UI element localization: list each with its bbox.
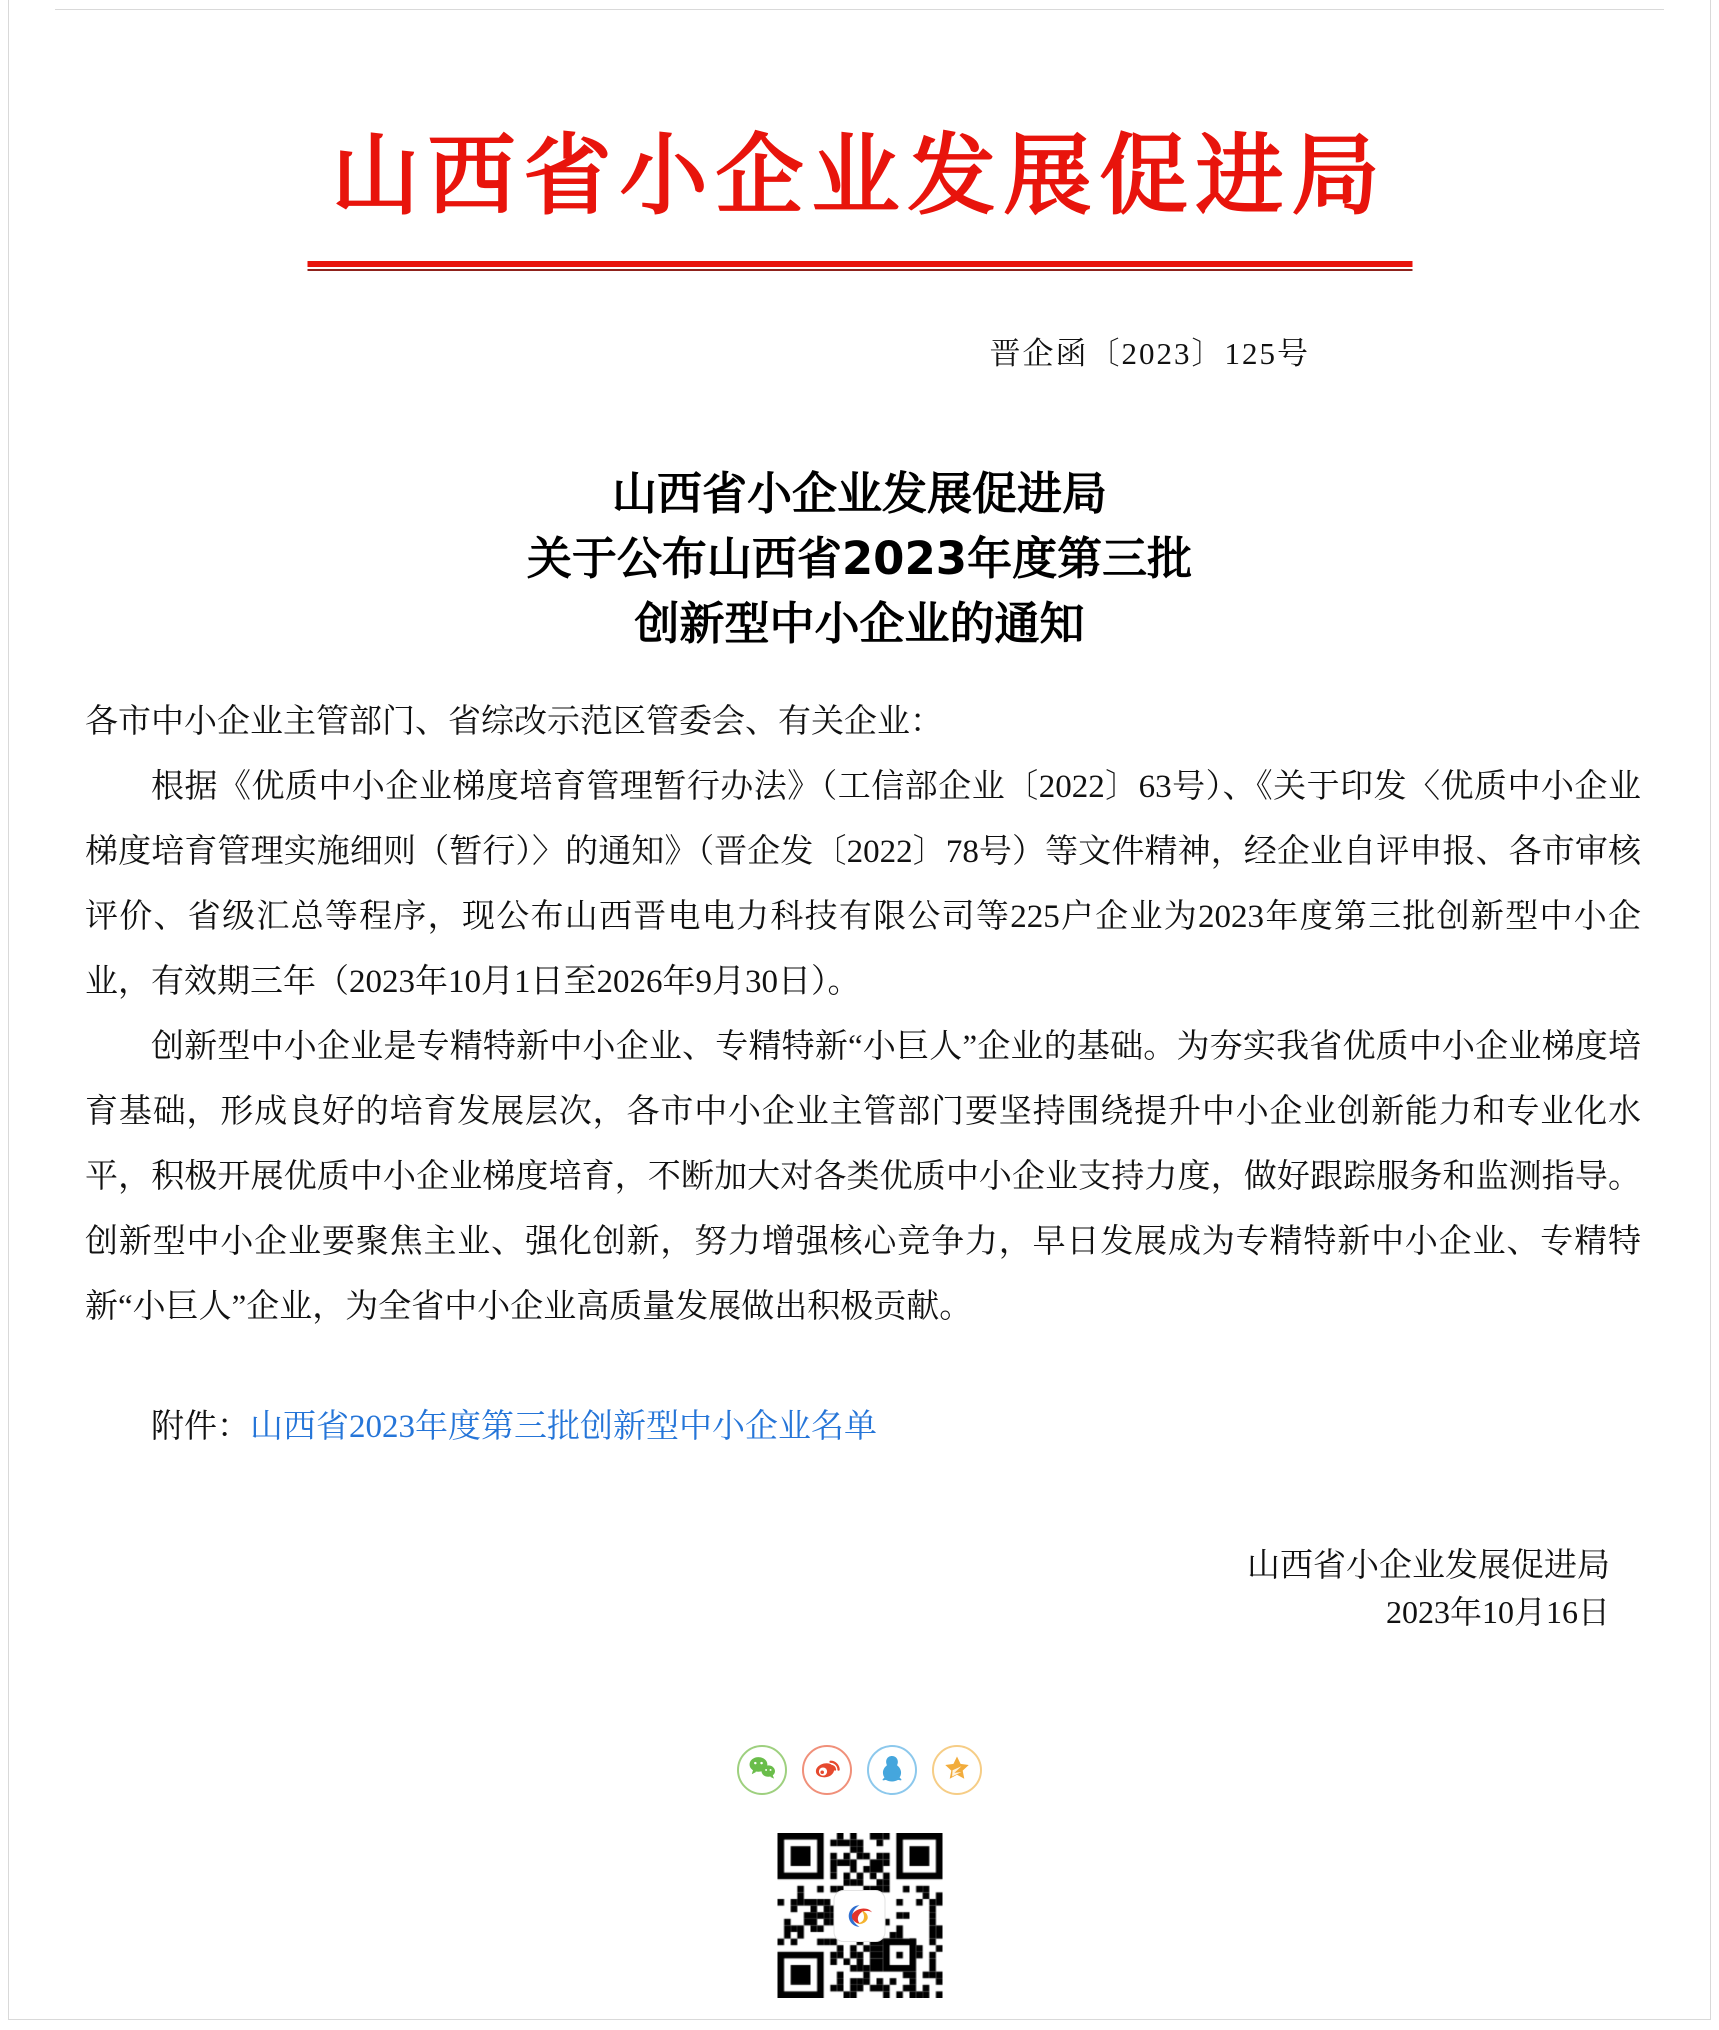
attachment-line: [85, 1395, 1641, 1460]
qq-icon: [876, 1752, 908, 1789]
signature-date: 2023年10月16日: [1385, 1594, 1610, 1630]
title-line-3: 创新型中小企业的通知: [634, 597, 1085, 650]
paragraph-2: 创新型中小企业是专精特新中小企业、专精特新“小巨人”企业的基础。为夯实我省优质中小企业梯度培育基础，形成良好的培育发展层次，各市中小企业主管部门要坚持围绕提升中小企业创新能力和专业化水平，积极开展优质中小企业梯度培育，不断加大对各类优质中小企业支持力度，做好跟踪服务和监测指导。创新型中小企业要聚焦主业、强化创新，努力增强核心竞争力，早日发展成为专精特新中小企业、专精特新“小巨人”企业，为全省中小企业高质量发展做出积极贡献。: [85, 1029, 1641, 1325]
wechat-icon: [746, 1752, 778, 1789]
attachment-link[interactable]: 山西省2023年度第三批创新型中小企业名单: [250, 1409, 877, 1445]
paragraph-1: 根据《优质中小企业梯度培育管理暂行办法》（工信部企业〔2022〕63号）、《关于印发〈优质中小企业梯度培育管理实施细则（暂行）〉的通知》（晋企发〔2022〕78号）等文件精神，经企业自评申报、各市审核评价、省级汇总等程序，现公布山西晋电电力科技有限公司等225户企业为2023年度第三批创新型中小企业，有效期三年（2023年10月1日至2026年9月30日）。: [85, 769, 1641, 1000]
attachment-label: 附件：: [151, 1409, 250, 1445]
red-divider-line: [307, 261, 1412, 271]
salutation: 各市中小企业主管部门、省综改示范区管委会、有关企业：: [85, 704, 943, 740]
qzone-icon: [941, 1752, 973, 1789]
qzone-share-button[interactable]: [932, 1745, 982, 1795]
weibo-icon: [811, 1752, 843, 1789]
title-line-1: 山西省小企业发展促进局: [611, 467, 1107, 520]
page-border-top: [55, 9, 1664, 10]
document-number: 晋企函〔2023〕125号: [989, 336, 1310, 371]
title-line-2: 关于公布山西省2023年度第三批: [526, 532, 1193, 585]
signature-block: [1247, 1543, 1610, 1635]
document-title: [0, 461, 1719, 656]
signature-agency: 山西省小企业发展促进局: [1247, 1548, 1610, 1584]
red-rule-thin: [307, 269, 1412, 271]
document-body: [85, 690, 1641, 1340]
wechat-share-button[interactable]: [737, 1745, 787, 1795]
page-border-bottom: [8, 2019, 1711, 2020]
red-rule-thick: [307, 261, 1412, 267]
page-border-left: [8, 0, 9, 2020]
qr-code: [777, 1833, 942, 1998]
qr-center-logo: [834, 1890, 886, 1942]
weibo-share-button[interactable]: [802, 1745, 852, 1795]
qq-share-button[interactable]: [867, 1745, 917, 1795]
agency-masthead: 山西省小企业发展促进局: [331, 123, 1388, 227]
page-border-right: [1710, 0, 1711, 2020]
share-icons-row: [0, 1745, 1719, 1795]
